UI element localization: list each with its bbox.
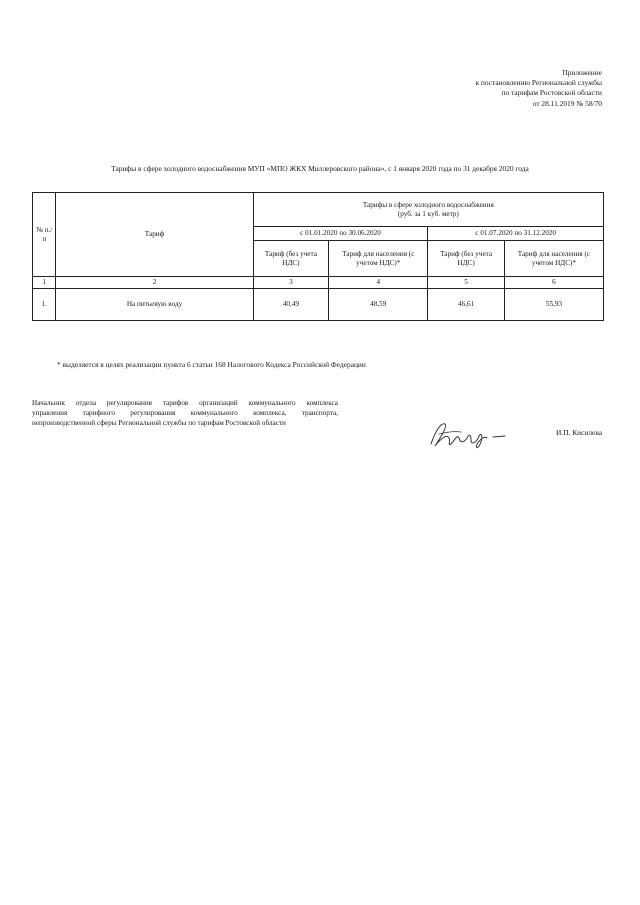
appendix-line: по тарифам Ростовской области (501, 88, 602, 98)
header-p1-no-vat: Тариф (без учета НДС) (253, 241, 329, 277)
header-tariff: Тариф (56, 193, 253, 277)
signer-position-line: непроизводственной сферы Региональной службы по тарифам Ростовской области (32, 419, 286, 427)
appendix-line: от 28.11.2019 № 58/70 (532, 98, 602, 108)
column-number: 1 (33, 277, 56, 289)
row-name: На питьевую воду (56, 289, 253, 321)
handwritten-signature (425, 414, 515, 454)
signer-name: И.П. Кисилева (556, 428, 602, 437)
signer-position (32, 398, 338, 428)
header-num: № п./п (33, 193, 56, 277)
row-p2-no-vat: 46,61 (428, 289, 505, 321)
signer-position-line: управления тарифного регулирования коммунального комплекса, транспорта, (32, 409, 338, 417)
document-title: Тарифы в сфере холодного водоснабжения МУП «МПО ЖКХ Миллеровского района», с 1 января 2020 года по 31 декабря 2020 года (111, 164, 529, 173)
header-period-1: с 01.01.2020 по 30.06.2020 (253, 227, 428, 241)
header-group-line: Тарифы в сфере холодного водоснабжения (362, 200, 494, 209)
header-p2-population: Тариф для населения (с учетом НДС)* (504, 241, 603, 277)
row-p2-population: 55,93 (504, 289, 603, 321)
row-p1-no-vat: 40,49 (253, 289, 329, 321)
column-number: 3 (253, 277, 329, 289)
appendix-header (342, 68, 602, 109)
header-group-line: (руб. за 1 куб. метр) (397, 209, 459, 218)
header-p2-no-vat: Тариф (без учета НДС) (428, 241, 505, 277)
tariff-table (32, 192, 604, 321)
table-header-row (33, 193, 604, 227)
table-row (33, 289, 604, 321)
column-number: 2 (56, 277, 253, 289)
appendix-line: к постановлению Региональной службы (475, 78, 602, 88)
header-p1-population: Тариф для населения (с учетом НДС)* (329, 241, 428, 277)
row-p1-population: 48,59 (329, 289, 428, 321)
row-num: 1. (33, 289, 56, 321)
column-number: 5 (428, 277, 505, 289)
column-number: 6 (504, 277, 603, 289)
header-group (253, 193, 603, 227)
signer-position-line: Начальник отдела регулирования тарифов организаций коммунального комплекса (32, 399, 338, 407)
table-column-numbers-row (33, 277, 604, 289)
appendix-line: Приложение (562, 68, 602, 77)
column-number: 4 (329, 277, 428, 289)
header-period-2: с 01.07.2020 по 31.12.2020 (428, 227, 604, 241)
footnote: * выделяется в целях реализации пункта 6 статьи 168 Налогового Кодекса Российской Федерации (57, 360, 366, 369)
